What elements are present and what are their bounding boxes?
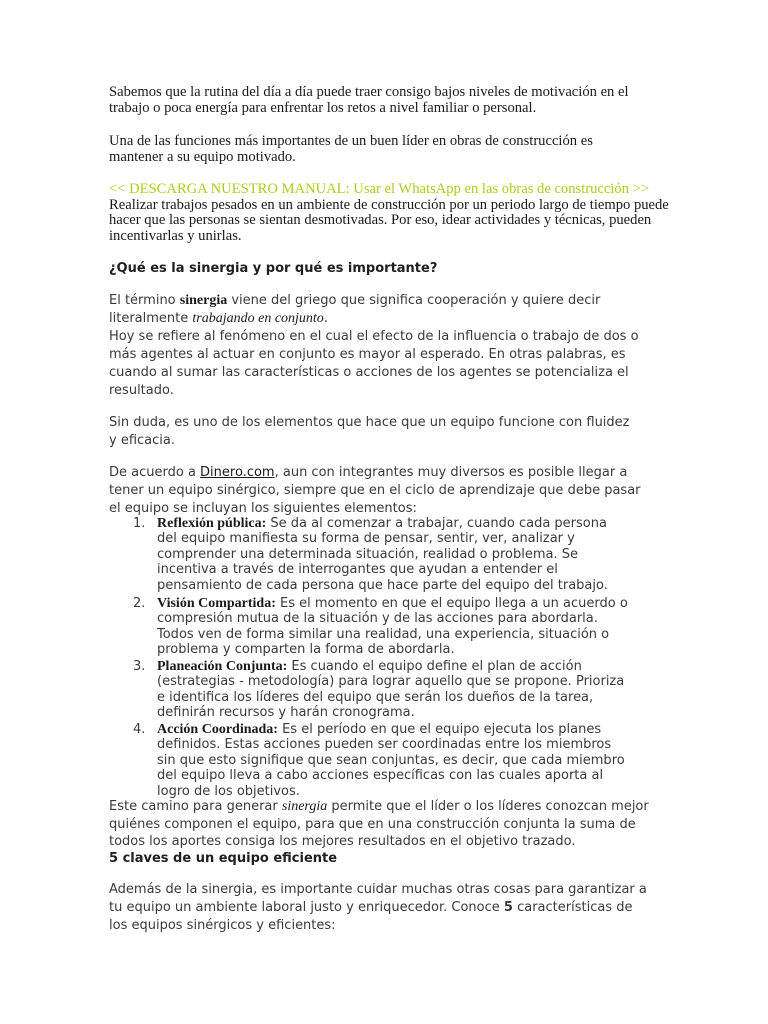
- term-sinergia: sinergia: [179, 293, 228, 308]
- keys-paragraph: [109, 881, 654, 935]
- list-item: [109, 516, 629, 592]
- definition-paragraph: [109, 292, 629, 328]
- fluidity-paragraph: Sin duda, es uno de los elementos que hace que un equipo funcione con fluidez y eficacia.: [109, 415, 630, 448]
- elements-list: [109, 516, 629, 798]
- path-text-start: Este camino para generar: [109, 799, 282, 814]
- keys-count: 5: [503, 900, 513, 915]
- list-number: 3.: [133, 659, 146, 674]
- keys-text-end: características de los equipos sinérgicos y eficientes:: [109, 900, 633, 933]
- term-trabajando-en-conjunto: trabajando en conjunto: [192, 311, 324, 326]
- leader-paragraph: Una de las funciones más importantes de un buen líder en obras de construcción es mantener a su equipo motivado.: [109, 133, 593, 165]
- phenomenon-paragraph: Hoy se refiere al fenómeno en el cual el efecto de la influencia o trabajo de dos o más agentes al actuar en conjunto es mayor al esperado. En otras palabras, es cuando al sumar las características o acciones de los agentes se potencializa el resultado.: [109, 329, 639, 398]
- list-item-title: Acción Coordinada:: [157, 722, 278, 737]
- download-block: [109, 182, 669, 244]
- sinergia-heading: ¿Qué es la sinergia y por qué es importante?: [109, 261, 438, 276]
- path-text-end: permite que el líder o los líderes conozcan mejor quiénes componen el equipo, para que en una construcción conjunta la suma de todos los aportes consiga los mejores resultados en el objetivo trazado.: [109, 799, 649, 849]
- list-item-text: Se da al comenzar a trabajar, cuando cada persona del equipo manifiesta su forma de pensar, sentir, ver, analizar y comprender una determinada situación, realidad o problema. Se incentiva a través de interrogantes que ayudan a entender el pensamiento de cada persona que hace parte del equipo del trabajo.: [157, 516, 608, 593]
- intro-paragraph: Sabemos que la rutina del día a día puede traer consigo bajos niveles de motivación en el trabajo o poca energía para enfrentar los retos a nivel familiar o personal.: [109, 84, 629, 116]
- keys-heading: 5 claves de un equipo eficiente: [109, 851, 338, 866]
- list-number: 4.: [133, 722, 146, 737]
- term-sinergia-italic: sinergia: [281, 799, 328, 814]
- list-number: 1.: [133, 516, 146, 531]
- dinero-text-end: , aun con integrantes muy diversos es posible llegar a tener un equipo sinérgico, siempre que en el ciclo de aprendizaje que debe pasar el equipo se incluyan los siguientes elementos:: [109, 465, 641, 516]
- definition-text-start: El término: [109, 293, 180, 308]
- list-item: [109, 722, 629, 798]
- path-paragraph: [109, 798, 649, 851]
- list-item-text: Es el momento en que el equipo llega a un acuerdo o compresión mutua de la situación y de las acciones para abordarla. Todos ven de forma similar una realidad, una experiencia, situación o problema y comparten la forma de abordarla.: [157, 596, 628, 658]
- list-item-text: Es cuando el equipo define el plan de acción (estrategias - metodología) para lograr aquello que se propone. Prioriza e identifica los líderes del equipo que serán los dueños de la tarea, definirán recursos y harán cronograma.: [157, 659, 625, 721]
- keys-text-start: Además de la sinergia, es importante cuidar muchas otras cosas para garantizar a tu equipo un ambiente laboral justo y enriquecedor. Conoce: [109, 882, 647, 915]
- list-item-title: Visión Compartida:: [157, 596, 276, 611]
- list-item: [109, 659, 629, 720]
- work-paragraph: Realizar trabajos pesados en un ambiente de construcción por un periodo largo de tiempo puede hacer que las personas se sientan desmotivadas. Por eso, idear actividades y técnicas, pueden incentivarlas y unirlas.: [109, 196, 669, 244]
- download-manual-link[interactable]: << DESCARGA NUESTRO MANUAL: Usar el WhatsApp en las obras de construcción >>: [109, 181, 650, 197]
- dinero-text-start: De acuerdo a: [109, 465, 201, 480]
- list-item-title: Reflexión pública:: [157, 516, 267, 531]
- definition-text-middle: viene del griego que significa cooperación y quiere decir literalmente: [109, 293, 601, 326]
- list-item-title: Planeación Conjunta:: [157, 659, 288, 674]
- list-number: 2.: [133, 596, 146, 611]
- list-item: [109, 596, 629, 657]
- dinero-paragraph: [109, 464, 654, 518]
- definition-text-end: .: [323, 311, 328, 326]
- dinero-link[interactable]: Dinero.com: [200, 465, 275, 480]
- list-item-text: Es el período en que el equipo ejecuta los planes definidos. Estas acciones pueden ser coordinadas entre los miembros sin que esto signifique que sean conjuntas, es decir, que cada miembro del equipo lleva a cabo acciones específicas con las cuales aporta al logro de los objetivos.: [157, 722, 625, 799]
